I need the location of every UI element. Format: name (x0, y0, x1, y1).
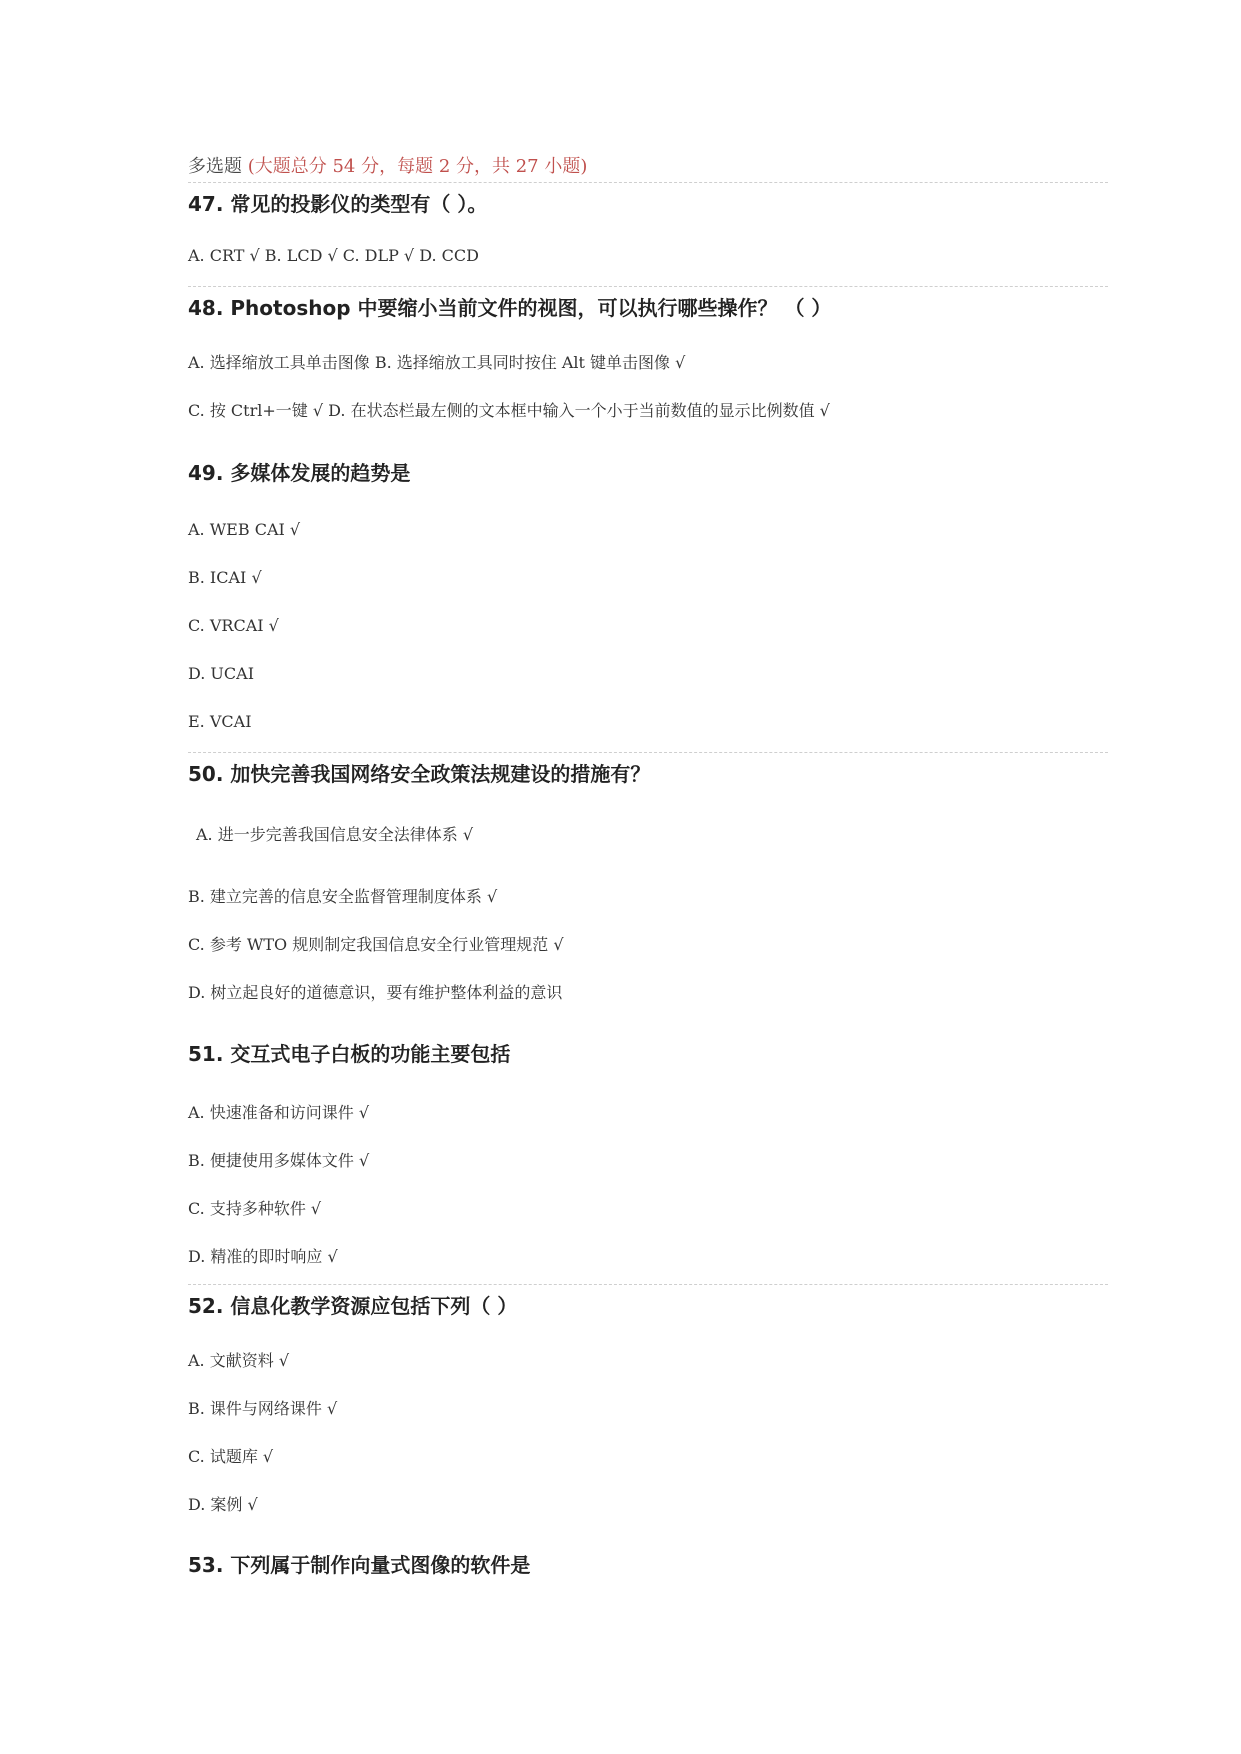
question-51-option-d: D. 精准的即时响应 √ (188, 1247, 338, 1266)
question-52-option-c: C. 试题库 √ (188, 1447, 274, 1466)
question-52-option-b: B. 课件与网络课件 √ (188, 1399, 338, 1418)
question-51-option-c: C. 支持多种软件 √ (188, 1199, 322, 1218)
question-53-title: 53. 下列属于制作向量式图像的软件是 (188, 1553, 531, 1577)
section-note: (大题总分 54 分，每题 2 分，共 27 小题) (247, 156, 588, 177)
question-48-title: 48. Photoshop 中要缩小当前文件的视图，可以执行哪些操作？ （ ） (188, 296, 832, 320)
question-52-title: 52. 信息化教学资源应包括下列（ ） (188, 1294, 518, 1318)
question-47-options: A. CRT √ B. LCD √ C. DLP √ D. CCD (188, 246, 479, 265)
question-50-option-c: C. 参考 WTO 规则制定我国信息安全行业管理规范 √ (188, 935, 564, 954)
section-type: 多选题 (188, 156, 242, 177)
question-51-option-a: A. 快速准备和访问课件 √ (188, 1103, 370, 1122)
question-49-title: 49. 多媒体发展的趋势是 (188, 461, 411, 485)
divider (188, 182, 1108, 183)
question-51-title: 51. 交互式电子白板的功能主要包括 (188, 1042, 511, 1066)
divider (188, 752, 1108, 753)
question-49-option-a: A. WEB CAI √ (188, 520, 301, 539)
question-51-option-b: B. 便捷使用多媒体文件 √ (188, 1151, 370, 1170)
question-49-option-d: D. UCAI (188, 664, 255, 683)
divider (188, 1284, 1108, 1285)
question-47-title: 47. 常见的投影仪的类型有（ ）。 (188, 192, 488, 216)
question-52-option-d: D. 案例 √ (188, 1495, 258, 1514)
question-48-option-row-2: C. 按 Ctrl+一键 √ D. 在状态栏最左侧的文本框中输入一个小于当前数值的显示比例数值 √ (188, 401, 830, 420)
question-50-option-a: A. 进一步完善我国信息安全法律体系 √ (196, 825, 474, 844)
question-49-option-b: B. ICAI √ (188, 568, 262, 587)
section-label (188, 152, 587, 178)
question-49-option-c: C. VRCAI √ (188, 616, 279, 635)
question-48-option-row-1: A. 选择缩放工具单击图像 B. 选择缩放工具同时按住 Alt 键单击图像 √ (188, 353, 686, 372)
question-50-title: 50. 加快完善我国网络安全政策法规建设的措施有？ (188, 762, 651, 786)
question-49-option-e: E. VCAI (188, 712, 252, 731)
question-50-option-d: D. 树立起良好的道德意识，要有维护整体利益的意识 (188, 983, 563, 1002)
divider (188, 286, 1108, 287)
question-50-option-b: B. 建立完善的信息安全监督管理制度体系 √ (188, 887, 498, 906)
question-52-option-a: A. 文献资料 √ (188, 1351, 290, 1370)
